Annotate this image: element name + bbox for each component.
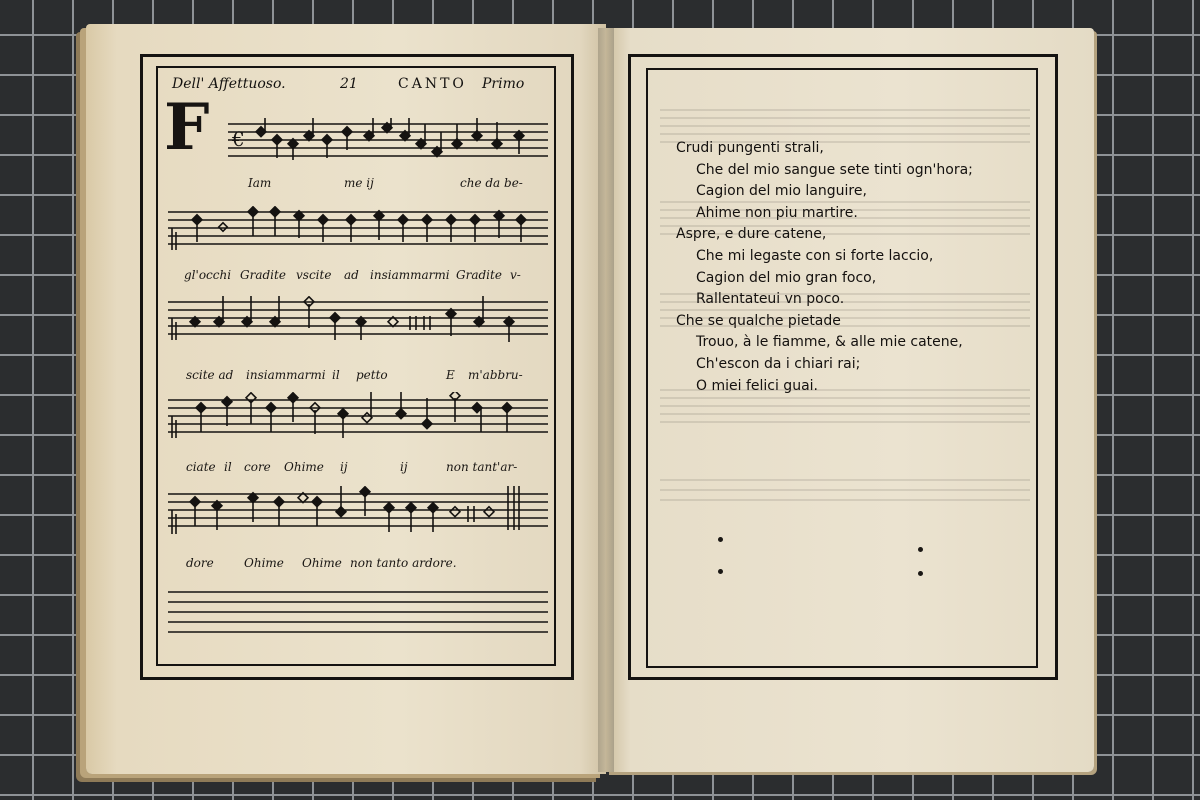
- lyric-line-4-g: non tant'ar-: [446, 460, 518, 474]
- poem-line: O miei felici guai.: [696, 377, 818, 394]
- lyric-line-4-a: ciate: [186, 460, 216, 474]
- poem-text: [676, 138, 973, 397]
- part-label: Primo: [482, 76, 525, 92]
- music-staff-3: [168, 296, 548, 342]
- lyric-line-5-d: non tanto ardore.: [350, 556, 457, 570]
- poem-line: Crudi pungenti strali,: [676, 140, 824, 156]
- lyric-line-3-b: insiammarmi: [246, 368, 326, 382]
- lyric-line-5-c: Ohime: [302, 556, 342, 570]
- poem-line: Rallentateui vn poco.: [696, 291, 845, 308]
- lyric-line-2-d: ad: [344, 268, 359, 282]
- poem-line: Ch'escon da i chiari rai;: [696, 355, 861, 372]
- lyric-line-3-f: m'abbru-: [468, 368, 523, 382]
- lyric-line-2-c: vscite: [296, 268, 332, 282]
- poem-line: Cagion del mio languire,: [696, 183, 867, 200]
- lyric-line-4-c: core: [244, 460, 271, 474]
- book-gutter: [598, 28, 614, 772]
- lyric-line-2-f: Gradite: [456, 268, 502, 282]
- poem-line: Aspre, e dure catene,: [676, 226, 827, 243]
- poem-line: Trouo, à le fiamme, & alle mie catene,: [696, 334, 963, 351]
- ink-dot: [718, 569, 723, 574]
- lyric-line-4-e: ij: [340, 460, 348, 474]
- poem-line: Cagion del mio gran foco,: [696, 269, 877, 286]
- lyric-line-5-a: dore: [186, 556, 214, 570]
- page-number: 21: [340, 76, 358, 92]
- lyric-line-5-b: Ohime: [244, 556, 284, 570]
- lyric-line-1-a: Iam: [248, 176, 272, 190]
- svg-text:€: €: [232, 127, 245, 151]
- music-staff-1: [228, 118, 548, 162]
- poem-line: Che mi legaste con si forte laccio,: [696, 247, 934, 264]
- poem-line: Che se qualche pietade: [676, 312, 841, 329]
- ink-dot: [918, 547, 923, 552]
- lyric-line-2-e: insiammarmi: [370, 268, 450, 282]
- lyric-line-2-a: gl'occhi: [184, 268, 232, 282]
- running-title: Dell' Affettuoso.: [172, 76, 286, 92]
- lyric-line-3-e: E: [446, 368, 455, 382]
- lyric-line-4-f: ij: [400, 460, 408, 474]
- ink-dot: [718, 537, 723, 542]
- lyric-line-1-b: me ij: [344, 176, 374, 190]
- poem-line: Ahime non piu martire.: [696, 204, 858, 221]
- lyric-line-3-d: petto: [356, 368, 388, 382]
- lyric-line-3-a: scite ad: [186, 368, 234, 382]
- lyric-line-1-c: che da be-: [460, 176, 523, 190]
- lyric-line-2-g: v-: [510, 268, 521, 282]
- poem-line: Che del mio sangue sete tinti ogn'hora;: [696, 161, 973, 178]
- music-staff-5: [168, 486, 548, 538]
- lyric-line-2-b: Gradite: [240, 268, 286, 282]
- music-staff-empty: [168, 588, 548, 638]
- voice-label: CANTO: [398, 76, 467, 92]
- lyric-line-3-c: il: [332, 368, 340, 382]
- music-staff-4: [168, 392, 548, 442]
- lyric-line-4-d: Ohime: [284, 460, 324, 474]
- music-staff-2: [168, 206, 548, 252]
- ink-dot: [918, 571, 923, 576]
- lyric-line-4-b: il: [224, 460, 232, 474]
- decorated-initial: F: [164, 90, 210, 165]
